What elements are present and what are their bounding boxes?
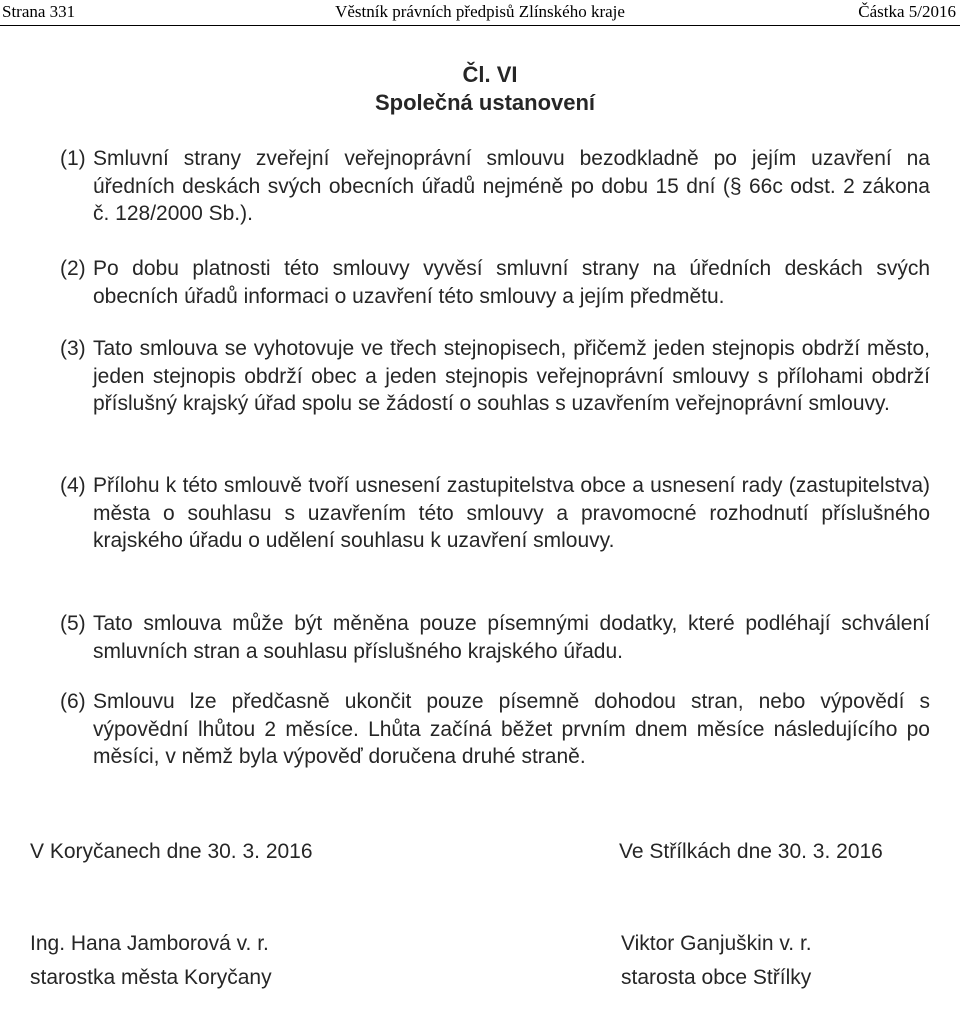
paragraph-number: (5) [60,612,86,635]
paragraph-text: Přílohu k této smlouvě tvoří usnesení zastupitelstva obce a usnesení rady (zastupitelstva) města o souhlasu s uzavřením této smlouvy a pravomocné rozhodnutí příslušného krajského úřadu o udělení souhlasu k uzavření smlouvy. [93,474,930,552]
article-subtitle: Společná ustanovení [374,90,596,115]
paragraph-5 [60,610,930,665]
article-title: Čl. VI [462,62,518,87]
paragraph-text: Tato smlouva může být měněna pouze písemnými dodatky, které podléhají schválení smluvních stran a souhlasu příslušného krajského úřadu. [93,612,930,663]
scanned-document [0,26,960,1025]
signature-place-date-right: Ve Střílkách dne 30. 3. 2016 [619,840,883,863]
paragraph-number: (2) [60,257,86,280]
paragraph-3 [60,335,930,418]
signature-place-date-left: V Koryčanech dne 30. 3. 2016 [30,840,313,863]
paragraph-1 [60,145,930,228]
page-header [0,0,960,25]
paragraph-text: Tato smlouva se vyhotovuje ve třech stejnopisech, přičemž jeden stejnopis obdrží město, jeden stejnopis obdrží obec a jeden stejnopis veřejnoprávní smlouvy s přílohami obdrží příslušný krajský úřad spolu se žádostí o souhlas s uzavřením veřejnoprávní smlouvy. [93,337,930,415]
paragraph-text: Smluvní strany zveřejní veřejnoprávní smlouvu bezodkladně po jejím uzavření na úředních deskách svých obecních úřadů nejméně po dobu 15 dní (§ 66c odst. 2 zákona č. 128/2000 Sb.). [93,147,930,225]
page-number: Strana 331 [2,2,76,21]
paragraph-number: (1) [60,147,86,170]
signatory-name-right: Viktor Ganjuškin v. r. [621,932,812,955]
paragraph-text: Smlouvu lze předčasně ukončit pouze písemně dohodou stran, nebo výpovědí s výpovědní lhůtou 2 měsíce. Lhůta začíná běžet prvním dnem měsíce následujícího po měsíci, v němž byla výpověď doručena druhé straně. [93,690,930,768]
issue-number: Částka 5/2016 [858,2,956,21]
journal-title: Věstník právních předpisů Zlínského kraje [335,2,625,21]
paragraph-4 [60,472,930,555]
paragraph-text: Po dobu platnosti této smlouvy vyvěsí smluvní strany na úředních deskách svých obecních úřadů informaci o uzavření této smlouvy a jejím předmětu. [93,257,930,308]
paragraph-2 [60,255,930,310]
paragraph-number: (3) [60,337,86,360]
signatory-name-left: Ing. Hana Jamborová v. r. [30,932,269,955]
signatory-role-left: starostka města Koryčany [30,966,272,989]
paragraph-number: (6) [60,690,86,713]
paragraph-6 [60,688,930,771]
signatory-role-right: starosta obce Střílky [621,966,812,989]
paragraph-number: (4) [60,474,86,497]
